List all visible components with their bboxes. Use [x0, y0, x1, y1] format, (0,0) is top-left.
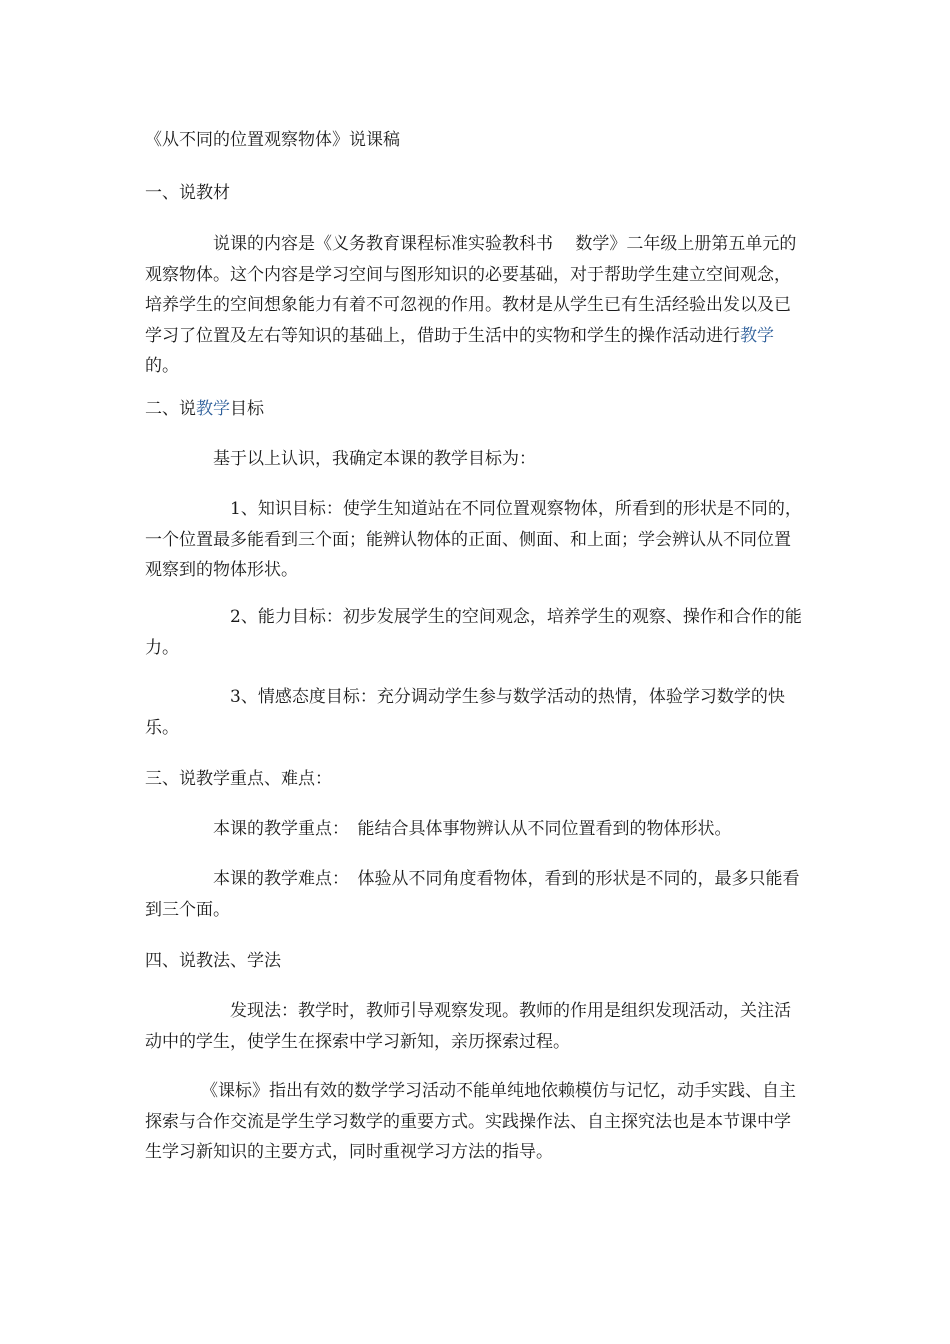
section-heading-key-points: 三、说教学重点、难点：	[145, 769, 332, 789]
key-point: 本课的教学重点： 能结合具体事物辨认从不同位置看到的物体形状。	[213, 819, 732, 839]
goal-ability: 2、能力目标：初步发展学生的空间观念，培养学生的观察、操作和合作的能力。	[145, 607, 802, 658]
heading-text-end: 目标	[230, 399, 264, 419]
paragraph-text-end: 的。	[145, 356, 179, 376]
goal-emotion: 3、情感态度目标：充分调动学生参与数学活动的热情，体验学习数学的快乐。	[145, 687, 785, 738]
paragraph-text: 说课的内容是《义务教育课程标准实验教科书 数学》二年级上册第五单元的观察物体。这个内容是学习空间与图形知识的必要基础，对于帮助学生建立空间观念，培养学生的空间想象能力有着不可忽视的作用。教材是从学生已有生活经验出发以及已学习了位置及左右等知识的基础上，借助于生活中的实物和学生的操作活动进行	[145, 234, 797, 346]
teaching-link[interactable]: 教学	[740, 325, 774, 346]
section-heading-methods: 四、说教法、学法	[145, 951, 281, 971]
section-heading-goals	[145, 397, 805, 421]
section-heading-textbook: 一、说教材	[145, 183, 230, 203]
document-title: 《从不同的位置观察物体》说课稿	[145, 130, 400, 150]
goal-knowledge: 1、知识目标：使学生知道站在不同位置观察物体，所看到的形状是不同的，一个位置最多能看到三个面；能辨认物体的正面、侧面、和上面；学会辨认从不同位置观察到的物体形状。	[145, 499, 802, 580]
curriculum-standard-paragraph: 《课标》指出有效的数学学习活动不能单纯地依赖模仿与记忆，动手实践、自主探索与合作交流是学生学习数学的重要方式。实践操作法、自主探究法也是本节课中学生学习新知识的主要方式，同时重视学习方法的指导。	[145, 1081, 796, 1162]
paragraph-textbook-content	[145, 229, 805, 382]
teaching-link[interactable]: 教学	[196, 399, 230, 419]
goals-intro: 基于以上认识，我确定本课的教学目标为：	[213, 449, 536, 469]
difficult-point: 本课的教学难点： 体验从不同角度看物体，看到的形状是不同的，最多只能看到三个面。	[145, 869, 800, 920]
heading-text: 二、说	[145, 399, 196, 419]
discovery-method: 发现法：教学时，教师引导观察发现。教师的作用是组织发现活动，关注活动中的学生，使学生在探索中学习新知，亲历探索过程。	[145, 1001, 791, 1052]
